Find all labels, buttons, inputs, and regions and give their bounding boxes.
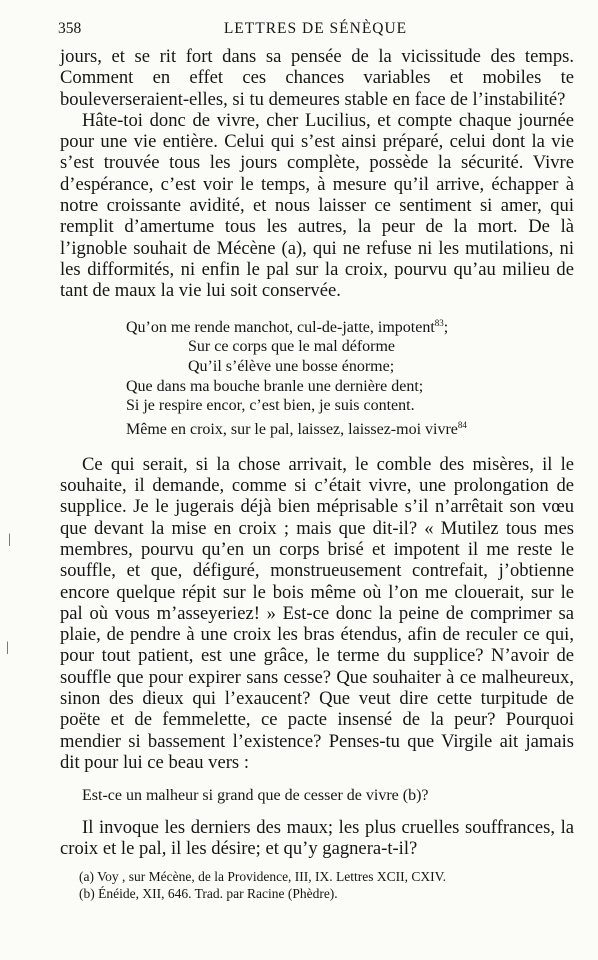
verse-line: Que dans ma bouche branle une dernière dent; — [126, 377, 424, 395]
verse-line: Sur ce corps que le mal déforme — [188, 338, 396, 356]
page-number: 358 — [58, 20, 82, 37]
footnote-a: (a) Voy , sur Mécène, de la Providence, III, IX. Lettres XCII, CXIV. — [79, 869, 447, 884]
note-ref: 83 — [434, 317, 444, 328]
paragraph-2: Hâte-toi donc de vivre, cher Lucilius, et compte chaque journée pour une vie entière. Celui qui s’est ainsi préparé, celui dont la vie s’est trouvée tous les jours complète, possède la sécurité. Vivre d’espérance, c’est voir le temps, à mesure qu’il arrive, échapper à notre croissante avidité, et nous laisser ce sentiment si amer, qui remplit d’amertume tous les autres, la peur de la mort. De là l’ignoble souhait de Mécène (a), qui ne refuse ni les mutilations, ni les difformités, ni enfin le pal sur la croix, pourvu qu’au milieu de tant de maux la vie lui soit conservée. — [60, 109, 574, 302]
verse-line: Si je respire encor, c’est bien, je suis content. — [126, 397, 415, 415]
running-title: LETTRES DE SÉNÈQUE — [223, 20, 408, 37]
margin-mark: | — [8, 532, 11, 547]
main-text — [60, 46, 574, 859]
verse-line: Qu’il s’élève une bosse énorme; — [188, 357, 395, 375]
footnote-b: (b) Énéide, XII, 646. Trad. par Racine (Phèdre). — [79, 886, 338, 901]
verse-quotation — [126, 314, 574, 440]
footnotes — [79, 868, 574, 902]
paragraph-4: Il invoque les derniers des maux; les plus cruelles souffrances, la croix et le pal, il les désire; et qu’y gagnera-t-il? — [60, 816, 574, 859]
verse-line: Qu’on me rende manchot, cul-de-jatte, impotent$^{83}$; — [126, 317, 449, 336]
paragraph-3: Ce qui serait, si la chose arrivait, le comble des misères, il le souhaite, il demande, comme si c’était vivre, une prolongation de supplice. Je le jugerais déjà bien méprisable s’il n’arrêtait son vœu que devant la mise en croix ; mais que dit-il? « Mutilez tous mes membres, pourvu qu’en un corps brisé et impotent il me reste le souffle, et que, défiguré, monstrueusement contrefait, j’obtienne encore quelque répit sur le bois même où l’on me clouerait, sur le pal où vous m’asseyeriez! » Est-ce donc la peine de comprimer sa plaie, de pendre à une croix les bras étendus, afin de reculer ce qui, pour tout patient, est une grâce, le terme du supplice? N’avoir de souffle que pour expirer sans cesse? Que souhaiter à ce malheureux, sinon des dieux qui l’exaucent? Que veut dire cette turpitude de poëte et de femmelette, ce pacte insensé de la peur? Pourquoi mendier si bassement l’existence? Penses-tu que Virgile ait jamais dit pour lui ce beau vers : — [60, 453, 574, 773]
paragraph-1: jours, et se rit fort dans sa pensée de la vicissitude des temps. Comment en effet ces chances variables et mobiles te bouleverseraient-elles, si tu demeures stable en face de l’instabilité? — [60, 46, 574, 110]
note-ref: 84 — [457, 420, 467, 431]
verse-line: Même en croix, sur le pal, laissez, laissez-moi vivre$^{84}$ — [126, 420, 467, 439]
page-header — [58, 20, 573, 42]
margin-mark: | — [6, 640, 9, 655]
virgil-quote: Est-ce un malheur si grand que de cesser de vivre (b)? — [82, 787, 429, 805]
